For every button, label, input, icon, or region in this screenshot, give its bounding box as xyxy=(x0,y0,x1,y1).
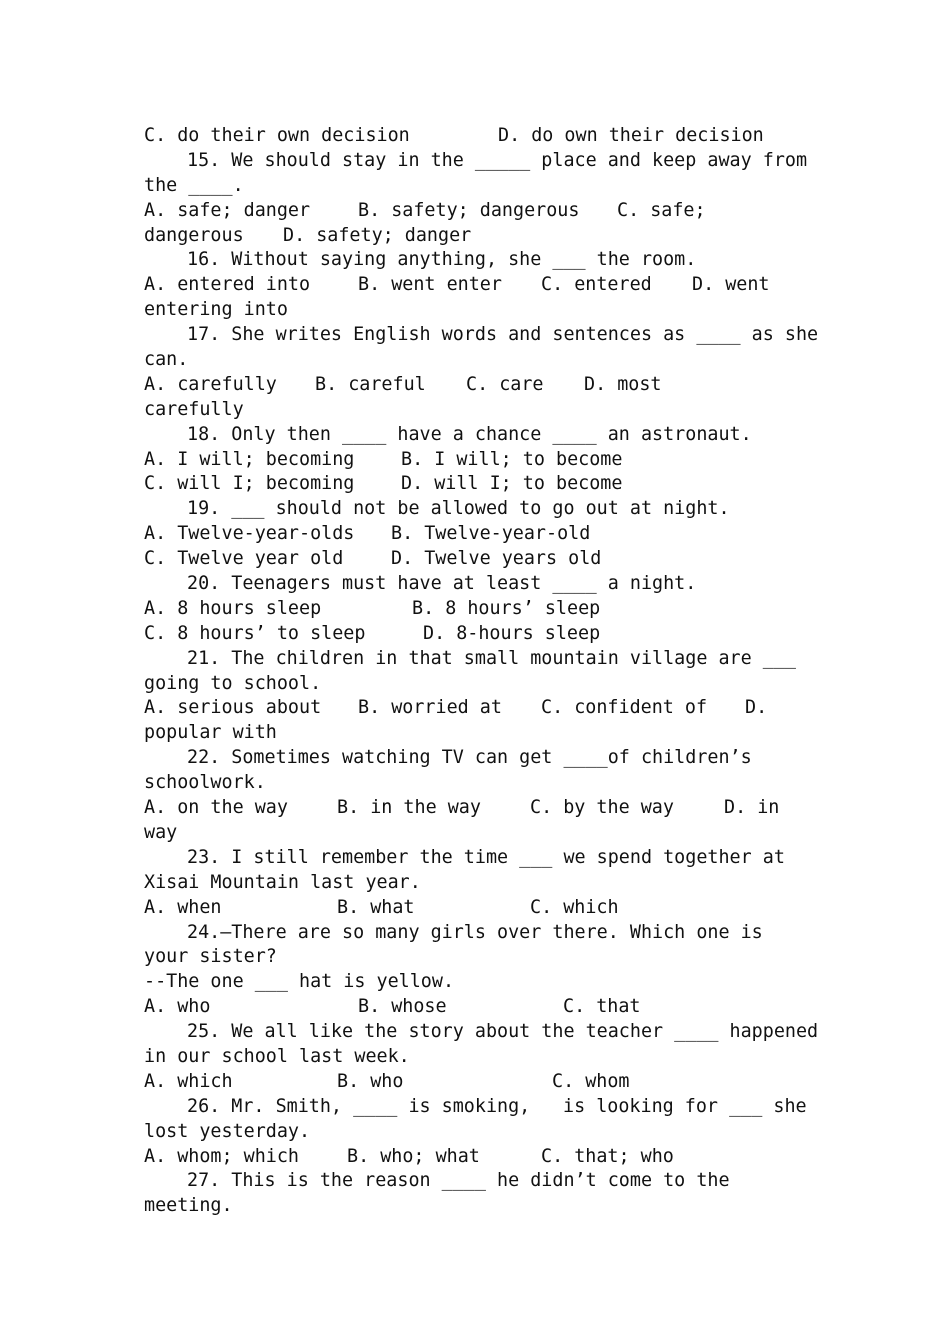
option-d: D. safety; danger xyxy=(283,224,472,246)
option-b: B. Twelve-year-old xyxy=(391,523,591,545)
option-a: A. carefully xyxy=(144,373,277,395)
option-c: C. that xyxy=(563,996,641,1018)
options-line xyxy=(0,472,950,497)
option-c: C. entered xyxy=(541,274,652,296)
options-line xyxy=(0,1070,950,1095)
option-c: C. 8 hours’ to sleep xyxy=(144,622,366,644)
text-segment: --The one ___ hat is yellow. xyxy=(144,971,455,993)
text-segment: lost yesterday. xyxy=(144,1120,311,1142)
options-line xyxy=(0,995,950,1020)
text-segment: popular with xyxy=(144,722,277,744)
options-line xyxy=(0,273,950,298)
text-segment: 18. Only then ____ have a chance ____ an astronaut. xyxy=(187,423,752,445)
text-segment: meeting. xyxy=(144,1195,233,1217)
text-line xyxy=(0,945,950,970)
options-line xyxy=(0,796,950,821)
text-segment: 25. We all like the story about the teacher ____ happened xyxy=(187,1021,819,1043)
text-segment: D. do own their decision xyxy=(498,125,764,146)
options-line xyxy=(0,448,950,473)
text-line xyxy=(0,174,950,199)
text-segment: in our school last week. xyxy=(144,1045,410,1067)
option-d: D. went xyxy=(692,274,770,296)
text-line xyxy=(0,1194,950,1219)
option-b: B. what xyxy=(337,896,415,918)
option-a: A. which xyxy=(144,1070,233,1092)
option-c: C. by the way xyxy=(530,797,674,819)
option-d: D. will I; to become xyxy=(401,473,623,495)
option-b: B. who; what xyxy=(347,1145,480,1167)
text-line xyxy=(0,871,950,896)
options-line xyxy=(0,522,950,547)
option-d: D. 8-hours sleep xyxy=(423,622,601,644)
text-segment: way xyxy=(144,821,178,843)
text-segment: 23. I still remember the time ___ we spend together at xyxy=(187,846,785,868)
text-line xyxy=(0,721,950,746)
question-line xyxy=(0,323,950,348)
text-line xyxy=(0,672,950,697)
option-d: D. most xyxy=(584,373,662,395)
text-segment: 16. Without saying anything, she ___ the room. xyxy=(187,249,697,271)
option-b: B. I will; to become xyxy=(401,448,623,470)
text-segment: carefully xyxy=(144,398,244,420)
text-line xyxy=(0,970,950,995)
option-a: A. safe; danger xyxy=(144,199,311,221)
option-a: A. whom; which xyxy=(144,1145,300,1167)
question-line xyxy=(0,248,950,273)
question-line xyxy=(0,423,950,448)
option-c: C. whom xyxy=(552,1070,630,1092)
option-c: C. will I; becoming xyxy=(144,473,355,495)
option-a: A. when xyxy=(144,896,222,918)
text-segment: 22. Sometimes watching TV can get ____of children’s xyxy=(187,747,752,769)
text-segment: is looking for ___ she xyxy=(563,1095,807,1117)
text-segment: dangerous xyxy=(144,224,244,246)
text-segment: 27. This is the reason ____ he didn’t come to the xyxy=(187,1170,730,1192)
text-line xyxy=(0,298,950,323)
question-line xyxy=(0,1169,950,1194)
text-segment: your sister? xyxy=(144,946,277,968)
options-line xyxy=(0,622,950,647)
text-segment: 15. We should stay in the _____ place and keep away from xyxy=(187,149,808,171)
text-line xyxy=(0,124,950,149)
text-segment: 19. ___ should not be allowed to go out at night. xyxy=(187,498,730,520)
text-segment: Xisai Mountain last year. xyxy=(144,871,421,893)
text-segment: 20. Teenagers must have at least ____ a night. xyxy=(187,573,697,595)
text-line xyxy=(0,348,950,373)
options-line xyxy=(0,597,950,622)
text-line xyxy=(0,1120,950,1145)
text-segment: entering into xyxy=(144,299,288,321)
text-segment: the ____. xyxy=(144,174,244,196)
options-line xyxy=(0,199,950,224)
option-c: C. Twelve year old xyxy=(144,548,344,570)
text-line xyxy=(0,398,950,423)
option-d: D. in xyxy=(724,797,780,819)
option-c: C. care xyxy=(466,373,544,395)
option-b: B. whose xyxy=(358,996,447,1018)
question-line xyxy=(0,921,950,946)
option-b: B. in the way xyxy=(337,797,481,819)
option-d: D. Twelve years old xyxy=(391,548,602,570)
options-line xyxy=(0,1145,950,1170)
question-line xyxy=(0,149,950,174)
text-segment: 17. She writes English words and sentences as ____ as she xyxy=(187,324,819,346)
document-page xyxy=(0,124,950,1219)
option-b: B. worried at xyxy=(358,697,502,719)
options-line xyxy=(0,896,950,921)
option-a: A. serious about xyxy=(144,697,322,719)
option-c: C. which xyxy=(530,896,619,918)
text-segment: can. xyxy=(144,349,189,371)
text-segment: 21. The children in that small mountain village are ___ xyxy=(187,647,796,669)
question-line xyxy=(0,746,950,771)
option-b: B. 8 hours’ sleep xyxy=(412,597,601,619)
option-b: B. safety; dangerous xyxy=(358,199,580,221)
text-line xyxy=(0,821,950,846)
option-a: A. on the way xyxy=(144,797,288,819)
option-b: B. went enter xyxy=(358,274,502,296)
option-a: A. entered into xyxy=(144,274,311,296)
options-line xyxy=(0,696,950,721)
text-line xyxy=(0,771,950,796)
text-segment: 24.—There are so many girls over there. Which one is xyxy=(187,921,763,943)
option-a: A. Twelve-year-olds xyxy=(144,523,355,545)
option-c: C. that; who xyxy=(541,1145,674,1167)
question-line xyxy=(0,647,950,672)
options-line xyxy=(0,224,950,249)
question-line xyxy=(0,1020,950,1045)
option-c: C. confident of xyxy=(541,697,708,719)
option-a: A. 8 hours sleep xyxy=(144,597,322,619)
text-segment: schoolwork. xyxy=(144,772,266,794)
question-line xyxy=(0,1095,950,1120)
text-segment: going to school. xyxy=(144,672,322,694)
question-line xyxy=(0,846,950,871)
question-line xyxy=(0,497,950,522)
option-b: B. who xyxy=(337,1070,404,1092)
option-a: A. I will; becoming xyxy=(144,448,355,470)
option-c: C. safe; xyxy=(617,199,706,221)
options-line xyxy=(0,547,950,572)
text-segment: 26. Mr. Smith, ____ is smoking, xyxy=(187,1095,531,1117)
text-segment: C. do their own decision xyxy=(144,125,410,146)
option-a: A. who xyxy=(144,996,211,1018)
option-b: B. careful xyxy=(315,373,426,395)
option-d: D. xyxy=(745,697,768,719)
options-line xyxy=(0,373,950,398)
text-line xyxy=(0,1045,950,1070)
question-line xyxy=(0,572,950,597)
